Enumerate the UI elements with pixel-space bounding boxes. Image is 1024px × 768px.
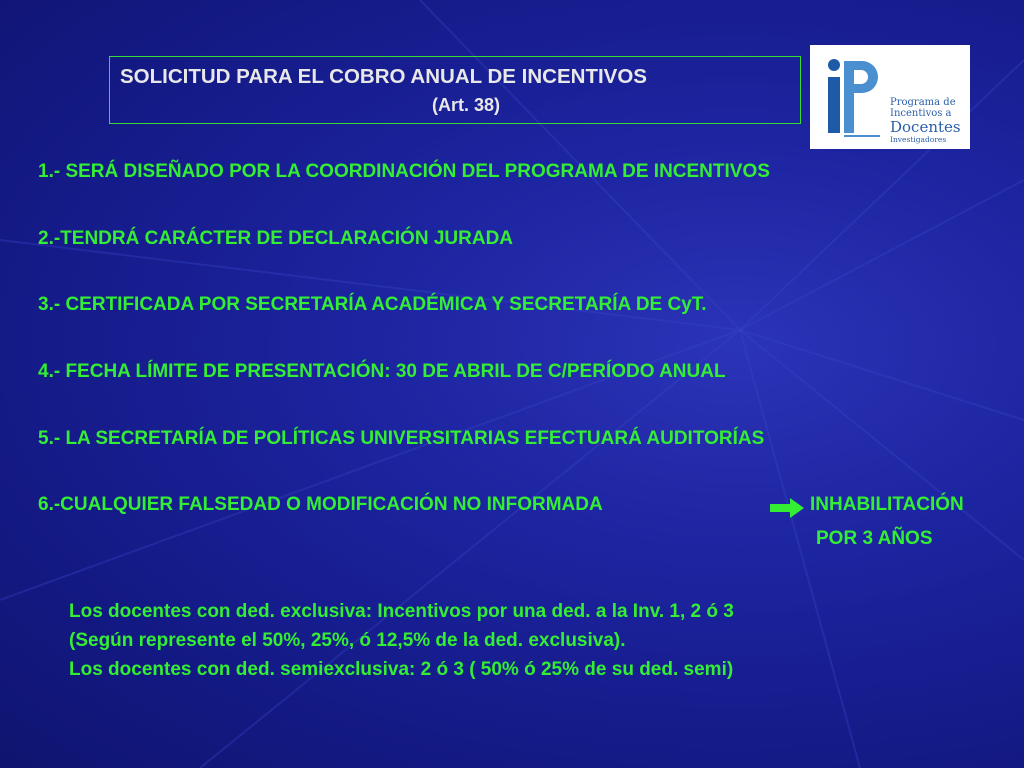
note-line-1: Los docentes con ded. exclusiva: Incentivos por una ded. a la Inv. 1, 2 ó 3 — [69, 601, 734, 622]
item-6-result-line1: INHABILITACIÓN — [810, 494, 964, 515]
item-5: 5.- LA SECRETARÍA DE POLÍTICAS UNIVERSITARIAS EFECTUARÁ AUDITORÍAS — [38, 428, 765, 449]
logo-text-line3: Docentes — [890, 118, 961, 136]
page-subtitle: (Art. 38) — [431, 95, 500, 115]
item-1: 1.- SERÁ DISEÑADO POR LA COORDINACIÓN DEL PROGRAMA DE INCENTIVOS — [38, 161, 770, 182]
item-4: 4.- FECHA LÍMITE DE PRESENTACIÓN: 30 DE ABRIL DE C/PERÍODO ANUAL — [38, 361, 726, 382]
ip-logo-icon — [824, 53, 884, 141]
note-line-3: Los docentes con ded. semiexclusiva: 2 ó 3 ( 50% ó 25% de su ded. semi) — [69, 659, 734, 680]
page-title: SOLICITUD PARA EL COBRO ANUAL DE INCENTIVOS — [120, 65, 647, 88]
item-2: 2.-TENDRÁ CARÁCTER DE DECLARACIÓN JURADA — [38, 228, 514, 249]
logo-text-line4: Investigadores — [890, 135, 947, 144]
title-box — [109, 56, 801, 124]
item-6-result-line2: POR 3 AÑOS — [816, 528, 933, 549]
right-arrow-icon — [770, 498, 804, 518]
logo-text-line2: Incentivos a — [890, 108, 952, 119]
item-6: 6.-CUALQUIER FALSEDAD O MODIFICACIÓN NO INFORMADA — [38, 494, 603, 515]
item-3: 3.- CERTIFICADA POR SECRETARÍA ACADÉMICA Y SECRETARÍA DE CyT. — [38, 294, 707, 315]
note-line-2: (Según represente el 50%, 25%, ó 12,5% de la ded. exclusiva). — [69, 630, 626, 651]
logo-text-line1: Programa de — [890, 97, 956, 108]
program-logo — [810, 45, 970, 149]
